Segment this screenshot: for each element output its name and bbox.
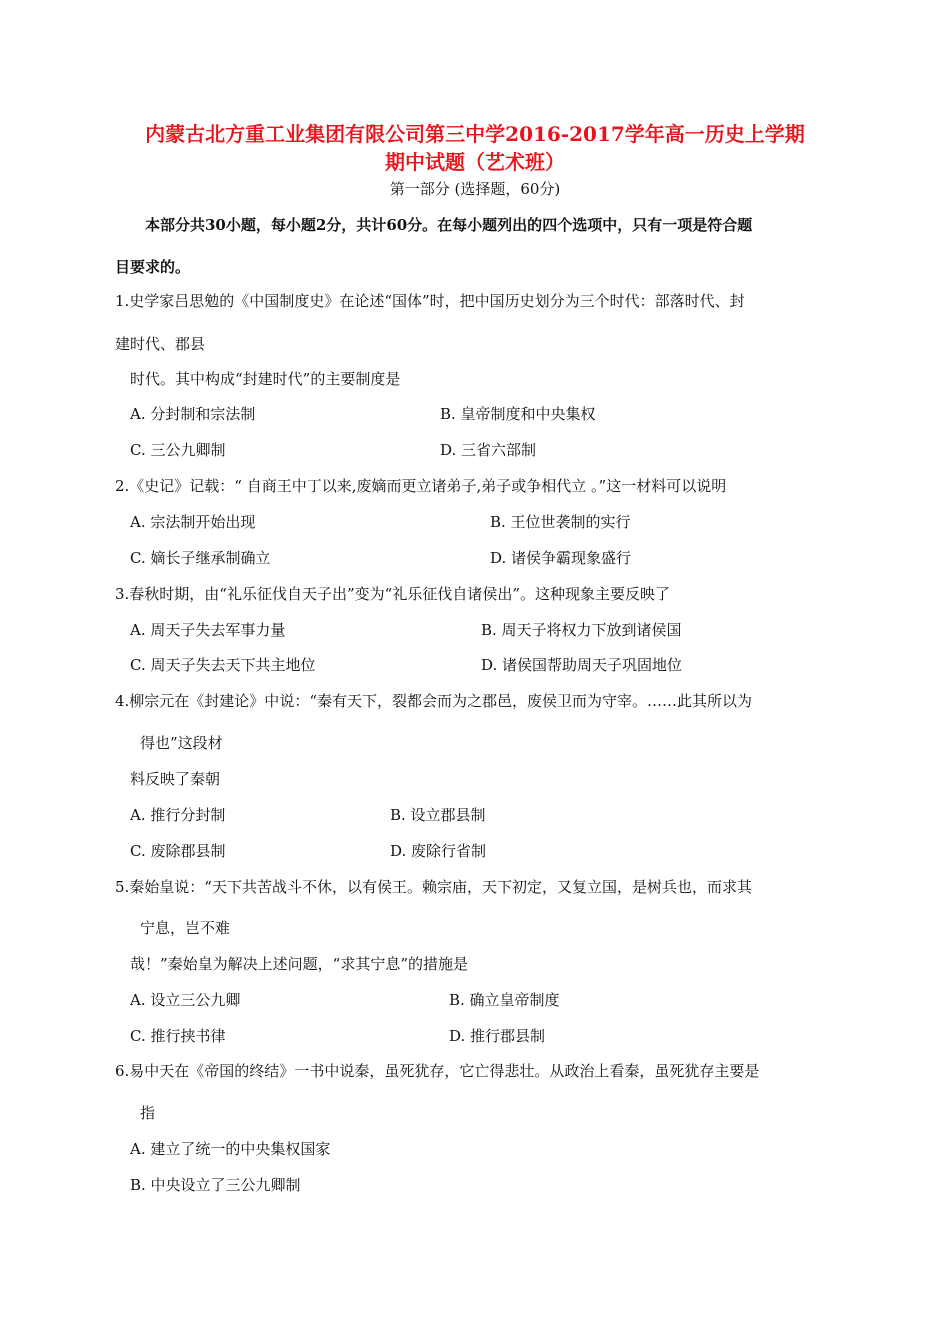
question-5-stem-line1: 5.秦始皇说：“天下共苦战斗不休，以有侯王。赖宗庙，天下初定，又复立国，是树兵也，而求其 <box>115 878 752 896</box>
question-2-option-d: D. 诸侯争霸现象盛行 <box>490 549 632 567</box>
question-3-option-c: C. 周天子失去天下共主地位 <box>130 656 316 674</box>
question-3-option-a: A. 周天子失去军事力量 <box>130 621 286 639</box>
question-4-option-c: C. 废除郡县制 <box>130 842 226 860</box>
question-1-option-b: B. 皇帝制度和中央集权 <box>440 405 596 423</box>
question-6-stem-line1: 6.易中天在《帝国的终结》一书中说秦，虽死犹存，它亡得悲壮。从政治上看秦，虽死犹存主要是 <box>115 1062 760 1080</box>
question-5-stem-line2: 宁息，岂不难 <box>140 919 231 937</box>
question-1-option-a: A. 分封制和宗法制 <box>130 405 256 423</box>
question-5-option-d: D. 推行郡县制 <box>449 1027 546 1045</box>
exam-title-line2: 期中试题（艺术班） <box>385 150 565 174</box>
question-6-option-a: A. 建立了统一的中央集权国家 <box>130 1140 331 1158</box>
question-2-stem: 2.《史记》记载：“ 自商王中丁以来,废嫡而更立诸弟子,弟子或争相代立 。”这一材料可以说明 <box>115 477 727 495</box>
exam-title-line1: 内蒙古北方重工业集团有限公司第三中学2016-2017学年高一历史上学期 <box>145 122 805 146</box>
question-5-option-b: B. 确立皇帝制度 <box>449 991 560 1009</box>
question-4-option-b: B. 设立郡县制 <box>390 806 486 824</box>
question-2-option-b: B. 王位世袭制的实行 <box>490 513 631 531</box>
question-1-option-c: C. 三公九卿制 <box>130 441 226 459</box>
question-1-option-d: D. 三省六部制 <box>440 441 537 459</box>
question-6-option-b: B. 中央设立了三公九卿制 <box>130 1176 301 1194</box>
question-4-stem-line2: 得也”这段材 <box>140 734 223 752</box>
question-2-option-a: A. 宗法制开始出现 <box>130 513 256 531</box>
question-2-option-c: C. 嫡长子继承制确立 <box>130 549 271 567</box>
question-5-option-a: A. 设立三公九卿 <box>130 991 241 1009</box>
question-4-option-d: D. 废除行省制 <box>390 842 487 860</box>
question-3-option-b: B. 周天子将权力下放到诸侯国 <box>481 621 682 639</box>
question-4-option-a: A. 推行分封制 <box>130 806 226 824</box>
question-4-stem-line3: 料反映了秦朝 <box>130 770 221 788</box>
question-5-option-c: C. 推行挟书律 <box>130 1027 226 1045</box>
instructions-line1: 本部分共30小题，每小题2分，共计60分。在每小题列出的四个选项中，只有一项是符合题 <box>145 216 753 234</box>
question-3-stem: 3.春秋时期，由“礼乐征伐自天子出”变为“礼乐征伐自诸侯出”。这种现象主要反映了 <box>115 585 670 603</box>
section-heading: 第一部分 (选择题，60分) <box>389 180 561 198</box>
question-5-stem-line3: 哉！”秦始皇为解决上述问题，“求其宁息”的措施是 <box>130 955 469 973</box>
instructions-line2: 目要求的。 <box>115 258 191 276</box>
question-1-stem-line3: 时代。其中构成“封建时代”的主要制度是 <box>130 370 401 388</box>
question-3-option-d: D. 诸侯国帮助周天子巩固地位 <box>481 656 683 674</box>
question-4-stem-line1: 4.柳宗元在《封建论》中说：“秦有天下，裂都会而为之郡邑，废侯卫而为守宰。……此其所以为 <box>115 692 752 710</box>
question-1-stem-line2: 建时代、郡县 <box>115 335 206 353</box>
question-6-stem-line2: 指 <box>140 1104 156 1122</box>
question-1-stem-line1: 1.史学家吕思勉的《中国制度史》在论述“国体”时，把中国历史划分为三个时代：部落时代、封 <box>115 292 745 310</box>
